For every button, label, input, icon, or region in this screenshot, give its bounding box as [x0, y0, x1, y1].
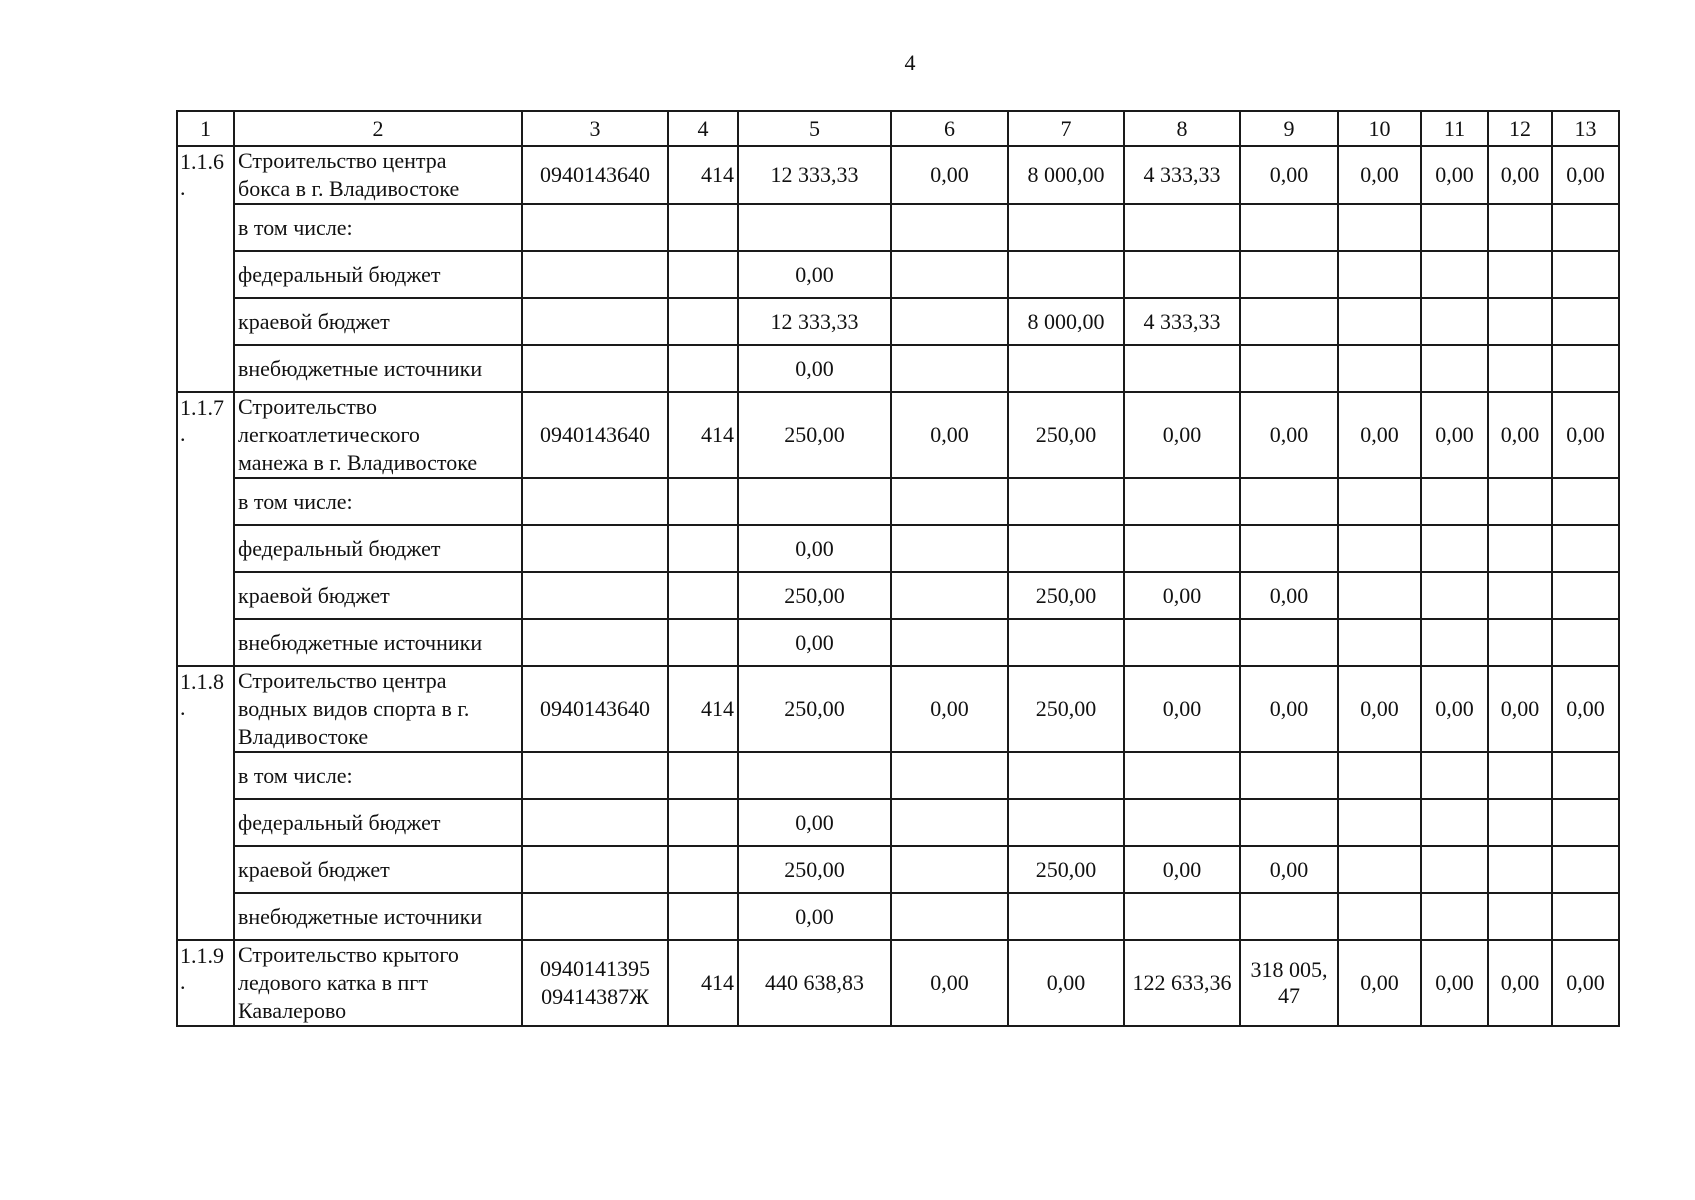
empty-cell — [522, 345, 668, 392]
header-cell: 7 — [1008, 111, 1124, 146]
item-code — [522, 392, 668, 478]
value-cell — [1488, 298, 1552, 345]
value-cell — [1008, 799, 1124, 846]
item-name — [234, 392, 522, 478]
item-name — [234, 666, 522, 752]
item-number: 1.1.6 . — [177, 146, 234, 392]
sub-label: в том числе: — [234, 478, 522, 525]
item-name — [234, 940, 522, 1026]
item-row — [177, 666, 1619, 752]
value-cell — [1240, 251, 1338, 298]
empty-cell — [668, 345, 738, 392]
value-cell — [1124, 752, 1240, 799]
value-cell — [1240, 799, 1338, 846]
value-cell: 0,00 — [1240, 846, 1338, 893]
value-cell — [891, 251, 1008, 298]
value-cell: 250,00 — [738, 846, 891, 893]
item-code-line: 0940143640 — [540, 696, 650, 721]
value-cell — [1421, 752, 1488, 799]
value-cell: 0,00 — [1552, 666, 1619, 752]
header-cell: 1 — [177, 111, 234, 146]
value-cell: 0,00 — [1488, 666, 1552, 752]
value-cell: 0,00 — [738, 251, 891, 298]
value-cell: 122 633,36 — [1124, 940, 1240, 1026]
value-cell — [1552, 752, 1619, 799]
item-number: 1.1.8 . — [177, 666, 234, 940]
header-row — [177, 111, 1619, 146]
empty-cell — [668, 478, 738, 525]
value-cell — [891, 846, 1008, 893]
value-cell — [891, 893, 1008, 940]
value-cell — [1421, 619, 1488, 666]
value-cell — [1552, 298, 1619, 345]
header-cell: 5 — [738, 111, 891, 146]
header-cell: 10 — [1338, 111, 1421, 146]
value-cell: 0,00 — [891, 666, 1008, 752]
value-cell — [1488, 525, 1552, 572]
item-row — [177, 146, 1619, 204]
value-cell: 0,00 — [891, 940, 1008, 1026]
value-cell: 0,00 — [1124, 666, 1240, 752]
item-code-line: 09414387Ж — [541, 984, 649, 1009]
header-cell: 6 — [891, 111, 1008, 146]
value-cell — [1008, 204, 1124, 251]
value-cell — [1008, 619, 1124, 666]
value-cell: 0,00 — [1124, 846, 1240, 893]
value-cell: 0,00 — [1552, 940, 1619, 1026]
value-cell — [1240, 345, 1338, 392]
sub-row — [177, 478, 1619, 525]
header-cell: 11 — [1421, 111, 1488, 146]
value-cell — [1338, 251, 1421, 298]
header-cell: 13 — [1552, 111, 1619, 146]
sub-row — [177, 251, 1619, 298]
value-cell: 0,00 — [1552, 392, 1619, 478]
item-vr: 414 — [668, 666, 738, 752]
value-cell — [1124, 478, 1240, 525]
value-cell: 0,00 — [1552, 146, 1619, 204]
item-name-line: легкоатлетического — [238, 422, 420, 447]
value-cell — [1488, 799, 1552, 846]
value-cell: 8 000,00 — [1008, 298, 1124, 345]
empty-cell — [522, 846, 668, 893]
item-name-line: Кавалерово — [238, 998, 347, 1023]
empty-cell — [522, 525, 668, 572]
value-cell: 0,00 — [1338, 392, 1421, 478]
sub-row — [177, 752, 1619, 799]
value-cell: 250,00 — [738, 392, 891, 478]
header-cell: 12 — [1488, 111, 1552, 146]
value-cell — [1338, 204, 1421, 251]
value-cell: 0,00 — [891, 392, 1008, 478]
table-body — [177, 111, 1619, 1026]
sub-row — [177, 298, 1619, 345]
value-cell — [1552, 619, 1619, 666]
value-cell — [891, 204, 1008, 251]
value-cell: 250,00 — [1008, 392, 1124, 478]
value-cell — [1240, 204, 1338, 251]
sub-label: краевой бюджет — [234, 572, 522, 619]
empty-cell — [522, 619, 668, 666]
empty-cell — [668, 846, 738, 893]
value-cell — [891, 345, 1008, 392]
empty-cell — [522, 799, 668, 846]
value-cell — [1421, 893, 1488, 940]
item-code-line: 0940143640 — [540, 422, 650, 447]
value-cell: 0,00 — [1488, 146, 1552, 204]
value-cell: 318 005, 47 — [1240, 940, 1338, 1026]
value-cell: 250,00 — [1008, 846, 1124, 893]
empty-cell — [522, 893, 668, 940]
value-cell: 0,00 — [1338, 146, 1421, 204]
empty-cell — [668, 251, 738, 298]
item-vr: 414 — [668, 940, 738, 1026]
value-cell: 0,00 — [1240, 666, 1338, 752]
value-cell — [1240, 619, 1338, 666]
value-cell — [1008, 251, 1124, 298]
value-cell — [1421, 846, 1488, 893]
value-cell — [1008, 525, 1124, 572]
empty-cell — [522, 298, 668, 345]
value-cell — [1421, 478, 1488, 525]
empty-cell — [522, 204, 668, 251]
value-cell: 440 638,83 — [738, 940, 891, 1026]
value-cell — [891, 525, 1008, 572]
empty-cell — [522, 572, 668, 619]
sub-label: внебюджетные источники — [234, 345, 522, 392]
value-cell — [1552, 572, 1619, 619]
value-cell: 0,00 — [1240, 392, 1338, 478]
value-cell — [1008, 752, 1124, 799]
value-cell: 250,00 — [738, 666, 891, 752]
empty-cell — [668, 298, 738, 345]
value-cell: 0,00 — [738, 345, 891, 392]
value-cell — [1421, 204, 1488, 251]
item-code-line: 0940141395 — [540, 956, 650, 981]
value-cell — [1488, 752, 1552, 799]
value-cell: 0,00 — [738, 799, 891, 846]
sub-label: федеральный бюджет — [234, 525, 522, 572]
value-cell — [1488, 251, 1552, 298]
sub-row — [177, 204, 1619, 251]
sub-label: в том числе: — [234, 752, 522, 799]
value-cell: 12 333,33 — [738, 146, 891, 204]
value-cell: 0,00 — [1338, 666, 1421, 752]
value-cell — [1338, 619, 1421, 666]
value-cell — [1552, 799, 1619, 846]
value-cell — [1552, 345, 1619, 392]
value-cell — [1488, 846, 1552, 893]
item-number: 1.1.9 . — [177, 940, 234, 1026]
value-cell — [1124, 525, 1240, 572]
empty-cell — [668, 572, 738, 619]
value-cell — [1421, 298, 1488, 345]
item-row — [177, 940, 1619, 1026]
value-cell — [1488, 478, 1552, 525]
value-cell — [1124, 619, 1240, 666]
value-cell — [1421, 525, 1488, 572]
budget-table — [176, 110, 1620, 1027]
sub-label: федеральный бюджет — [234, 799, 522, 846]
value-cell: 250,00 — [1008, 572, 1124, 619]
item-code — [522, 940, 668, 1026]
value-cell: 4 333,33 — [1124, 146, 1240, 204]
empty-cell — [668, 204, 738, 251]
sub-label: внебюджетные источники — [234, 893, 522, 940]
value-cell — [1552, 251, 1619, 298]
value-cell — [1421, 345, 1488, 392]
value-cell — [1124, 799, 1240, 846]
sub-row — [177, 846, 1619, 893]
value-cell — [1008, 345, 1124, 392]
value-cell — [1488, 345, 1552, 392]
value-cell — [1552, 204, 1619, 251]
value-cell — [1240, 298, 1338, 345]
sub-row — [177, 799, 1619, 846]
item-name-line: Владивостоке — [238, 724, 369, 749]
value-cell: 0,00 — [1488, 392, 1552, 478]
item-name — [234, 146, 522, 204]
item-name-line: Строительство крытого — [238, 942, 459, 967]
value-cell — [1488, 893, 1552, 940]
empty-cell — [668, 752, 738, 799]
header-cell: 8 — [1124, 111, 1240, 146]
value-cell — [1552, 525, 1619, 572]
value-cell — [1124, 251, 1240, 298]
value-cell — [738, 478, 891, 525]
sub-row — [177, 345, 1619, 392]
value-cell — [1552, 478, 1619, 525]
value-cell: 0,00 — [1421, 940, 1488, 1026]
item-row — [177, 392, 1619, 478]
value-cell — [1338, 752, 1421, 799]
value-cell: 0,00 — [738, 619, 891, 666]
sub-row — [177, 525, 1619, 572]
header-cell: 2 — [234, 111, 522, 146]
sub-label: федеральный бюджет — [234, 251, 522, 298]
empty-cell — [668, 525, 738, 572]
value-cell — [1488, 204, 1552, 251]
value-cell — [1240, 893, 1338, 940]
value-cell — [1421, 572, 1488, 619]
value-cell: 0,00 — [738, 893, 891, 940]
value-cell — [1240, 525, 1338, 572]
value-cell: 0,00 — [1338, 940, 1421, 1026]
item-name-line: ледового катка в пгт — [238, 970, 428, 995]
item-number: 1.1.7 . — [177, 392, 234, 666]
value-cell — [1240, 478, 1338, 525]
header-cell: 9 — [1240, 111, 1338, 146]
value-cell — [891, 298, 1008, 345]
empty-cell — [668, 893, 738, 940]
value-cell — [1421, 799, 1488, 846]
empty-cell — [668, 619, 738, 666]
value-cell — [1338, 572, 1421, 619]
value-cell — [1338, 298, 1421, 345]
empty-cell — [522, 251, 668, 298]
value-cell: 0,00 — [1421, 666, 1488, 752]
value-cell: 12 333,33 — [738, 298, 891, 345]
value-cell — [891, 478, 1008, 525]
value-cell: 4 333,33 — [1124, 298, 1240, 345]
value-cell — [1488, 572, 1552, 619]
sub-label: в том числе: — [234, 204, 522, 251]
value-cell — [1338, 846, 1421, 893]
value-cell: 0,00 — [1124, 572, 1240, 619]
value-cell — [891, 799, 1008, 846]
value-cell — [891, 619, 1008, 666]
value-cell — [1240, 752, 1338, 799]
item-name-line: манежа в г. Владивостоке — [238, 450, 478, 475]
value-cell: 0,00 — [891, 146, 1008, 204]
item-name-line: бокса в г. Владивостоке — [238, 176, 460, 201]
value-cell — [1124, 345, 1240, 392]
value-cell — [1124, 893, 1240, 940]
value-cell — [1488, 619, 1552, 666]
item-vr: 414 — [668, 392, 738, 478]
header-cell: 3 — [522, 111, 668, 146]
item-name-line: Строительство центра — [238, 148, 447, 173]
value-cell — [1552, 893, 1619, 940]
page-number: 4 — [904, 50, 916, 75]
value-cell — [738, 752, 891, 799]
value-cell: 0,00 — [738, 525, 891, 572]
value-cell — [1008, 478, 1124, 525]
value-cell — [1338, 893, 1421, 940]
value-cell: 0,00 — [1240, 572, 1338, 619]
value-cell — [891, 752, 1008, 799]
item-vr: 414 — [668, 146, 738, 204]
sub-label: внебюджетные источники — [234, 619, 522, 666]
empty-cell — [668, 799, 738, 846]
item-name-line: Строительство — [238, 394, 378, 419]
value-cell: 250,00 — [738, 572, 891, 619]
value-cell: 0,00 — [1124, 392, 1240, 478]
empty-cell — [522, 478, 668, 525]
header-cell: 4 — [668, 111, 738, 146]
item-code-line: 0940143640 — [540, 162, 650, 187]
sub-label: краевой бюджет — [234, 846, 522, 893]
value-cell — [738, 204, 891, 251]
value-cell — [1338, 478, 1421, 525]
value-cell: 8 000,00 — [1008, 146, 1124, 204]
empty-cell — [522, 752, 668, 799]
value-cell: 250,00 — [1008, 666, 1124, 752]
value-cell — [1338, 525, 1421, 572]
item-name-line: водных видов спорта в г. — [238, 696, 470, 721]
value-cell: 0,00 — [1008, 940, 1124, 1026]
sub-row — [177, 572, 1619, 619]
value-cell: 0,00 — [1488, 940, 1552, 1026]
value-cell: 0,00 — [1421, 146, 1488, 204]
sub-label: краевой бюджет — [234, 298, 522, 345]
sub-row — [177, 619, 1619, 666]
value-cell — [1008, 893, 1124, 940]
value-cell: 0,00 — [1421, 392, 1488, 478]
value-cell — [1338, 799, 1421, 846]
value-cell — [1552, 846, 1619, 893]
value-cell — [1124, 204, 1240, 251]
value-cell: 0,00 — [1240, 146, 1338, 204]
value-cell — [1421, 251, 1488, 298]
sub-row — [177, 893, 1619, 940]
item-code — [522, 666, 668, 752]
item-code — [522, 146, 668, 204]
value-cell — [1338, 345, 1421, 392]
item-name-line: Строительство центра — [238, 668, 447, 693]
value-cell — [891, 572, 1008, 619]
